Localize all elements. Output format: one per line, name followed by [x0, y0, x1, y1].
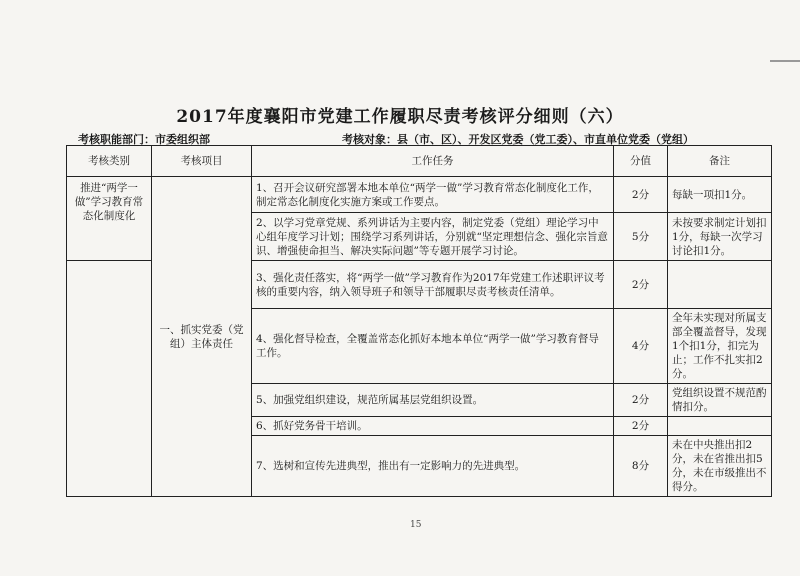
note-cell: 全年未实现对所属支部全覆盖督导，发现1个扣1分，扣完为止；工作不扎实扣2分。: [668, 309, 772, 384]
category-cell: 推进“两学一做”学习教育常态化制度化: [67, 177, 152, 261]
note-cell: 未在中央推出扣2分，未在省推出扣5分，未在市级推出不得分。: [668, 436, 772, 497]
score-cell: 2分: [614, 177, 668, 213]
task-cell: 7、选树和宣传先进典型，推出有一定影响力的先进典型。: [252, 436, 614, 497]
note-cell: [668, 417, 772, 436]
score-cell: 5分: [614, 213, 668, 261]
task-cell: 1、召开会议研究部署本地本单位“两学一做”学习教育常态化制度化工作，制定常态化制度化实施方案或工作要点。: [252, 177, 614, 213]
score-cell: 4分: [614, 309, 668, 384]
task-cell: 2、以学习党章党规、系列讲话为主要内容，制定党委（党组）理论学习中心组年度学习计划；围绕学习系列讲话，分别就“坚定理想信念、强化宗旨意识、增强使命担当、解决实际问题”等专题开展学习讨论。: [252, 213, 614, 261]
task-cell: 4、强化督导检查，全覆盖常态化抓好本地本单位“两学一做”学习教育督导工作。: [252, 309, 614, 384]
header-item: 考核项目: [152, 146, 252, 177]
assessment-target: 考核对象：县（市、区）、开发区党委（党工委）、市直单位党委（党组）: [342, 133, 694, 146]
score-cell: 2分: [614, 384, 668, 417]
score-cell: 2分: [614, 261, 668, 309]
header-task: 工作任务: [252, 146, 614, 177]
note-cell: [668, 261, 772, 309]
score-cell: 8分: [614, 436, 668, 497]
page-number: 15: [410, 520, 422, 530]
item-cell: 一、抓实党委（党组）主体责任: [152, 177, 252, 497]
task-cell: 5、加强党组织建设，规范所属基层党组织设置。: [252, 384, 614, 417]
task-cell: 3、强化责任落实，将“两学一做”学习教育作为2017年党建工作述职评议考核的重要内容，纳入领导班子和领导干部履职尽责考核责任清单。: [252, 261, 614, 309]
assessing-department: 考核职能部门：市委组织部: [78, 133, 210, 146]
table-row: [67, 177, 772, 213]
header-note: 备注: [668, 146, 772, 177]
note-cell: 未按要求制定计划扣1分，每缺一次学习讨论扣1分。: [668, 213, 772, 261]
category-empty-cell: [67, 261, 152, 497]
page-title: 2017年度襄阳市党建工作履职尽责考核评分细则（六）: [176, 107, 624, 127]
score-cell: 2分: [614, 417, 668, 436]
task-cell: 6、抓好党务骨干培训。: [252, 417, 614, 436]
header-category: 考核类别: [67, 146, 152, 177]
scoring-table: [66, 145, 772, 497]
note-cell: 党组织设置不规范酌情扣分。: [668, 384, 772, 417]
table-header-row: [67, 146, 772, 177]
note-cell: 每缺一项扣1分。: [668, 177, 772, 213]
scan-edge-mark: [770, 60, 800, 62]
header-score: 分值: [614, 146, 668, 177]
